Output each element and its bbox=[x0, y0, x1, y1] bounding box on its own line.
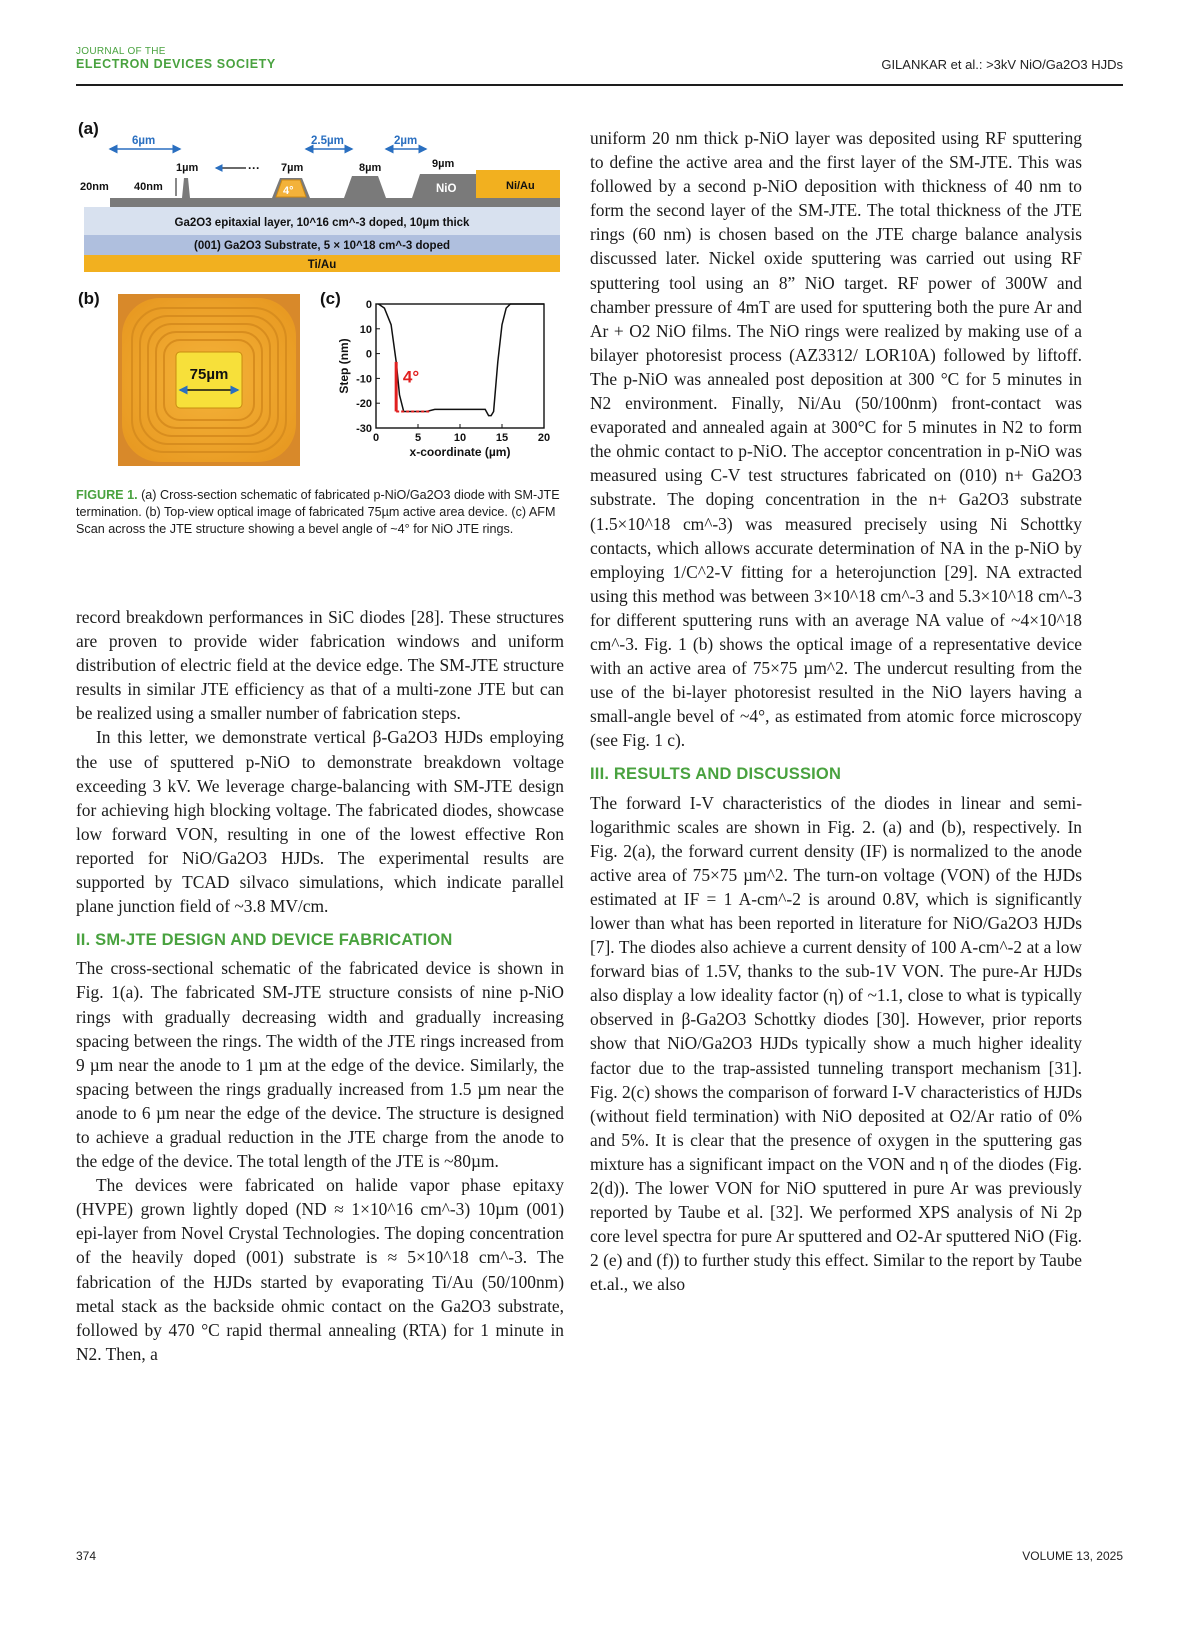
dim-9um-label: 9µm bbox=[432, 158, 455, 170]
substrate-layer-label: (001) Ga2O3 Substrate, 5 × 10^18 cm^-3 doped bbox=[194, 240, 450, 252]
panel-a-label: (a) bbox=[78, 119, 99, 138]
figure-caption-text: (a) Cross-section schematic of fabricated p-NiO/Ga2O3 diode with SM-JTE termination. (b) Top-view optical image of fabricated 75µm active area device. (c) AFM Scan across the JTE structure showing a bevel angle of ~4° for NiO JTE rings. bbox=[76, 488, 560, 536]
left-paragraph-3: The cross-sectional schematic of the fabricated device is shown in Fig. 1(a). The fabricated SM-JTE structure consists of nine p-NiO rings with gradually decreasing width and gradually increasing spacing between the rings. The width of the JTE rings increased from 9 µm near the anode to 1 µm at the edge of the device. Similarly, the spacing between the rings gradually increased from 1.5 µm near the anode to 6 µm near the edge of the device. The structure is designed to achieve a gradual reduction in the JTE charge from the anode to the edge of the device. The total length of the JTE is ~80µm. bbox=[76, 958, 564, 1172]
panel-c-label: (c) bbox=[320, 289, 341, 308]
jte-ring-8um bbox=[344, 176, 386, 198]
dim-7um-label: 7µm bbox=[281, 162, 304, 174]
journal-logo bbox=[76, 46, 276, 71]
active-area-size-label: 75µm bbox=[189, 366, 229, 383]
x-tick-label: 15 bbox=[495, 432, 509, 444]
panel-b-label: (b) bbox=[78, 289, 100, 308]
running-head: GILANKAR et al.: >3kV NiO/Ga2O3 HJDs bbox=[881, 57, 1123, 72]
right-paragraph-1: uniform 20 nm thick p-NiO layer was deposited using RF sputtering to define the active area and the first layer of the SM-JTE. This was followed by a second p-NiO deposition with thickness of 40 nm to form the second layer of the SM-JTE. The total thickness of the JTE rings (60 nm) is chosen based on the JTE charge balance analysis discussed later. Nickel oxide sputtering was carried out using RF sputtering tool using an 8” NiO target. RF power of 300W and chamber pressure of 4mT are used for sputtering both the pure Ar and Ar + O2 NiO films. The NiO rings were realized by making use of a bilayer photoresist process (AZ3312/ LOR10A) followed by liftoff. The p-NiO was annealed post deposition at 300 °C for 5 minutes in N2 environment. Finally, Ni/Au (50/100nm) front-contact was evaporated and annealed again at 300°C for 5 minutes in N2 to form the ohmic contact to p-NiO. The acceptor concentration in p-NiO was measured using C-V test structures fabricated on (010) n+ Ga2O3 substrate. The doping concentration in the n+ Ga2O3 substrate (1.5×10^18 cm^-3) was measured precisely using Ni Schottky contacts, which allows accurate determination of NA in the p-NiO by employing 1/C^2-V fitting for a heterojunction [29]. NA extracted using this method was between 3×10^18 cm^-3 and 5.3×10^18 cm^-3 for different sputtering runs with an average NA value of ~4×10^18 cm^-3. Fig. 1 (b) shows the optical image of a representative device with an active area of 75×75 µm^2. The undercut resulting from the use of the bi-layer photoresist resulted in the NiO layers having a small-angle bevel of ~4°, as estimated from atomic force microscopy (see Fig. 1 c). bbox=[590, 128, 1082, 751]
nio-base-layer bbox=[110, 198, 560, 207]
jte-ring-1um bbox=[182, 178, 190, 198]
ni-au-label: Ni/Au bbox=[506, 180, 535, 192]
x-tick-label: 10 bbox=[453, 432, 467, 444]
section-heading-3: III. RESULTS AND DISCUSSION bbox=[590, 765, 842, 784]
figure-caption bbox=[76, 487, 564, 538]
dim-1um-label: 1µm bbox=[176, 162, 199, 174]
dim-2-5um-label: 2.5µm bbox=[311, 135, 344, 147]
epi-layer-label: Ga2O3 epitaxial layer, 10^16 cm^-3 doped, 10µm thick bbox=[174, 217, 470, 229]
journal-name-line1: JOURNAL OF THE bbox=[76, 46, 166, 57]
x-axis-label: x-coordinate (µm) bbox=[409, 445, 511, 459]
x-tick-label: 5 bbox=[414, 432, 422, 444]
backside-contact-label: Ti/Au bbox=[307, 259, 337, 271]
figure-1-svg bbox=[76, 118, 566, 478]
nio-label: NiO bbox=[436, 183, 457, 195]
left-column bbox=[76, 605, 564, 1366]
y-tick-label: 10 bbox=[359, 323, 372, 336]
left-paragraph-4: The devices were fabricated on halide vapor phase epitaxy (HVPE) grown lightly doped (ND ≈ 1×10^16 cm^-3) 10µm (001) epi-layer from Novel Crystal Technologies. The doping concentration of the heavily doped (001) substrate is ≈ 5×10^18 cm^-3. The fabrication of the HJDs started by evaporating Ti/Au (50/100nm) metal stack as the backside ohmic contact on the Ga2O3 substrate, followed by 470 °C rapid thermal annealing (RTA) for 1 minute in N2. Then, a bbox=[76, 1175, 564, 1364]
right-column bbox=[590, 126, 1082, 1297]
section-heading-2: II. SM-JTE DESIGN AND DEVICE FABRICATION bbox=[76, 931, 453, 950]
dim-8um-label: 8µm bbox=[359, 162, 382, 174]
panel-a bbox=[78, 119, 560, 272]
right-paragraph-2: The forward I-V characteristics of the diodes in linear and semi-logarithmic scales are shown in Fig. 2. (a) and (b), respectively. In Fig. 2(a), the forward current density (IF) is normalized to the anode active area of 75×75 µm^2. The turn-on voltage (VON) of the HJDs estimated at IF = 1 A-cm^-2 is around 0.8V, which is significantly lower than what has been reported in literature for NiO/Ga2O3 HJDs [7]. The diodes also achieve a current density of 100 A-cm^-2 at a low forward bias of 1.5V, thanks to the sub-1V VON. The pure-Ar HJDs also display a low ideality factor (η) of ~1.1, close to what is typically observed in β-Ga2O3 Schottky diodes [30]. However, prior reports show that NiO/Ga2O3 HJDs typically show a much higher ideality factor due to the trap-assisted tunneling transport mechanism [31]. Fig. 2(c) shows the comparison of forward I-V characteristics of HJDs (without field termination) with NiO deposited at O2/Ar ratio of 0% and 5%. It is clear that the presence of oxygen in the sputtering gas mixture has a significant impact on the VON and η of the diodes (Fig. 2(d)). The lower VON for NiO sputtered in pure Ar was previously reported by Taube et al. [32]. We performed XPS analysis of Ni 2p core level spectra for pure Ar sputtered and O2-Ar sputtered NiO (Fig. 2 (e) and (f)) to further study this effect. Similar to the report by Taube et.al., we also bbox=[590, 792, 1082, 1295]
panel-b bbox=[78, 289, 300, 466]
dim-2um-label: 2µm bbox=[394, 135, 418, 147]
x-tick-label: 0 bbox=[372, 432, 380, 444]
x-tick-label: 20 bbox=[537, 432, 551, 444]
y-tick-label: -30 bbox=[356, 423, 372, 435]
dim-6um-label: 6µm bbox=[132, 135, 156, 147]
afm-chart bbox=[337, 299, 550, 459]
thickness-40nm-label: 40nm bbox=[134, 181, 163, 193]
header-rule bbox=[76, 84, 1123, 86]
y-tick-label: -10 bbox=[356, 373, 372, 386]
panel-c-angle-label: 4° bbox=[402, 367, 420, 387]
left-paragraph-2: In this letter, we demonstrate vertical β-Ga2O3 HJDs employing the use of sputtered p-NiO to demonstrate breakdown voltage exceeding 3 kV. We leverage charge-balancing with SM-JTE design for achieving high blocking voltage. The fabricated diodes, showcase low forward VON, resulting in one of the lowest effective Ron reported for NiO/Ga2O3 HJDs. The experimental results are supported by TCAD silvaco simulations, which indicate parallel plane junction field of ~3.8 MV/cm. bbox=[76, 727, 564, 917]
ellipsis-mark: ··· bbox=[248, 161, 260, 175]
panel-a-angle-label: 4° bbox=[283, 185, 294, 197]
y-tick-label: 0 bbox=[365, 299, 372, 311]
thickness-20nm-label: 20nm bbox=[80, 181, 109, 193]
figure-caption-label: FIGURE 1. bbox=[76, 488, 138, 502]
page-number: 374 bbox=[76, 1549, 97, 1563]
volume-info: VOLUME 13, 2025 bbox=[1022, 1549, 1123, 1563]
panel-c bbox=[320, 289, 550, 459]
y-tick-label: 0 bbox=[365, 348, 372, 361]
journal-name-line2: ELECTRON DEVICES SOCIETY bbox=[76, 57, 276, 71]
y-axis-label: Step (nm) bbox=[337, 338, 351, 394]
y-tick-label: -20 bbox=[356, 398, 372, 411]
figure-1 bbox=[76, 118, 566, 478]
left-paragraph-1: record breakdown performances in SiC diodes [28]. These structures are proven to provide wider fabrication windows and uniform distribution of electric field at the device edge. The SM-JTE structure results in similar JTE efficiency as that of a multi-zone JTE but can be realized using a smaller number of fabrication steps. bbox=[76, 607, 564, 724]
